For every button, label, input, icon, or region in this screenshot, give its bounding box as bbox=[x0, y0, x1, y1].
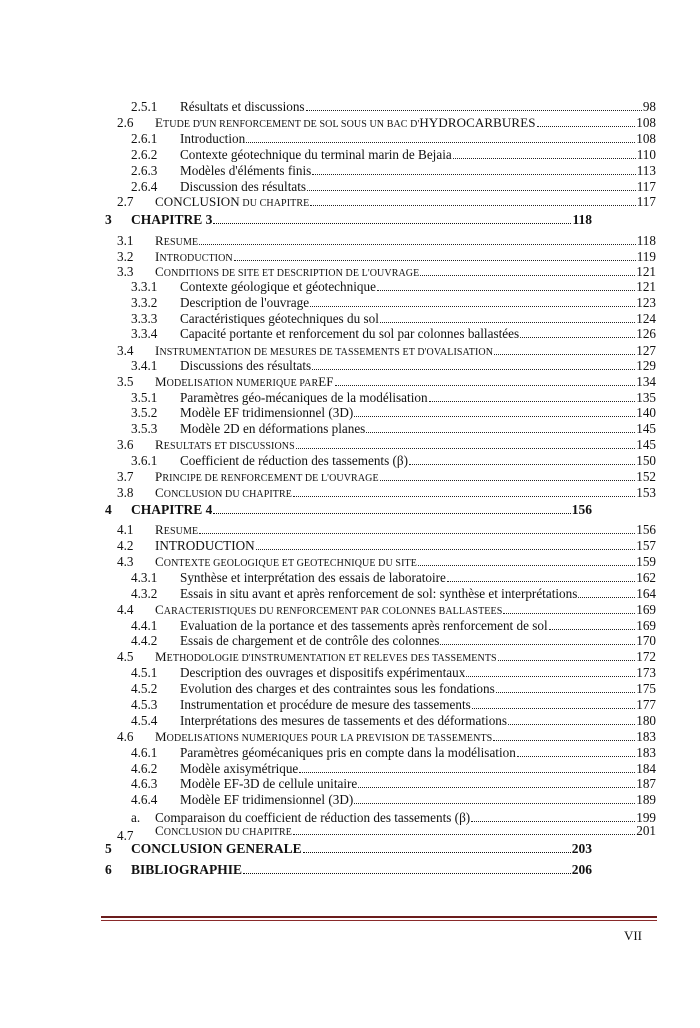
toc-entry[interactable] bbox=[131, 212, 592, 227]
toc-entry[interactable] bbox=[180, 681, 656, 696]
toc-entry-number: 3.3.4 bbox=[131, 326, 158, 341]
toc-entry-title: Modèle axisymétrique bbox=[180, 761, 299, 776]
toc-leader-dots bbox=[466, 676, 635, 677]
toc-entry-title: CONTEXTE GEOLOGIQUE ET GEOTECHNIQUE DU SITE bbox=[155, 554, 417, 569]
toc-leader-dots bbox=[493, 740, 635, 741]
toc-leader-dots bbox=[520, 337, 635, 338]
toc-entry-page: 187 bbox=[636, 776, 656, 791]
toc-leader-dots bbox=[243, 873, 571, 874]
toc-entry-title: ETUDE D'UN RENFORCEMENT DE SOL SOUS UN BAC D'HYDROCARBURES bbox=[155, 115, 536, 130]
toc-entry-page: 175 bbox=[636, 681, 656, 696]
toc-leader-dots bbox=[440, 644, 635, 645]
toc-entry-number: 3.6 bbox=[117, 437, 134, 452]
toc-entry-title: Coefficient de réduction des tassements (β) bbox=[180, 453, 409, 468]
toc-entry-number: 2.6 bbox=[117, 115, 134, 130]
toc-entry-page: 98 bbox=[642, 99, 656, 114]
toc-entry-page: 156 bbox=[571, 502, 592, 517]
toc-entry-title: Comparaison du coefficient de réduction des tassements (β) bbox=[155, 810, 471, 825]
toc-entry[interactable] bbox=[180, 131, 656, 146]
toc-entry-number: 3.8 bbox=[117, 485, 134, 500]
toc-entry-number: 3.4 bbox=[117, 343, 134, 358]
toc-entry[interactable] bbox=[180, 358, 656, 373]
footer-rule bbox=[101, 916, 657, 918]
toc-entry-number: 3.5.3 bbox=[131, 421, 158, 436]
toc-leader-dots bbox=[494, 354, 635, 355]
toc-entry[interactable] bbox=[180, 570, 656, 585]
toc-entry[interactable] bbox=[155, 249, 656, 264]
toc-leader-dots bbox=[537, 126, 636, 127]
toc-entry-page: 189 bbox=[636, 792, 656, 807]
toc-leader-dots bbox=[256, 549, 636, 550]
toc-entry-number: a. bbox=[131, 810, 141, 825]
toc-entry[interactable] bbox=[180, 761, 656, 776]
toc-entry-page: 145 bbox=[636, 437, 656, 452]
toc-leader-dots bbox=[312, 369, 635, 370]
toc-leader-dots bbox=[307, 190, 636, 191]
toc-leader-dots bbox=[293, 496, 635, 497]
toc-entry-title: Discussion des résultats bbox=[180, 179, 307, 194]
toc-entry-page: 169 bbox=[636, 602, 656, 617]
toc-entry[interactable] bbox=[131, 502, 592, 517]
toc-leader-dots bbox=[503, 613, 635, 614]
toc-entry-title: Introduction bbox=[180, 131, 246, 146]
toc-entry-number: 2.5.1 bbox=[131, 99, 158, 114]
toc-leader-dots bbox=[293, 834, 635, 835]
toc-entry-number: 4.6.2 bbox=[131, 761, 158, 776]
toc-entry-number: 4.6.4 bbox=[131, 792, 158, 807]
toc-entry[interactable] bbox=[155, 343, 656, 358]
toc-entry-page: 170 bbox=[636, 633, 656, 648]
toc-entry-title: Paramètres géomécaniques pris en compte dans la modélisation bbox=[180, 745, 516, 760]
toc-entry[interactable] bbox=[155, 194, 656, 209]
toc-leader-dots bbox=[199, 244, 636, 245]
toc-entry-number: 4.5.4 bbox=[131, 713, 158, 728]
toc-entry-title: CHAPITRE 4 bbox=[131, 502, 213, 517]
toc-entry[interactable] bbox=[180, 745, 656, 760]
toc-entry-page: 119 bbox=[636, 249, 656, 264]
toc-entry-title: Caractéristiques géotechniques du sol bbox=[180, 311, 379, 326]
toc-leader-dots bbox=[312, 174, 635, 175]
toc-entry-title: RESUME bbox=[155, 233, 199, 248]
toc-leader-dots bbox=[354, 803, 635, 804]
toc-entry-page: 123 bbox=[636, 295, 656, 310]
toc-entry-page: 203 bbox=[571, 841, 592, 856]
toc-entry-number: 3.6.1 bbox=[131, 453, 158, 468]
toc-entry-title: METHODOLOGIE D'INSTRUMENTATION ET RELEVES DES TASSEMENTS bbox=[155, 649, 497, 664]
toc-entry[interactable] bbox=[180, 405, 656, 420]
toc-entry-title: CONCLUSION GENERALE bbox=[131, 841, 302, 856]
toc-entry-title: CONDITIONS DE SITE ET DESCRIPTION DE L'OUVRAGE bbox=[155, 264, 420, 279]
toc-entry-page: 135 bbox=[636, 390, 656, 405]
toc-entry[interactable] bbox=[155, 729, 656, 744]
toc-leader-dots bbox=[447, 581, 635, 582]
toc-entry-title: CARACTERISTIQUES DU RENFORCEMENT PAR COLONNES BALLASTEES bbox=[155, 602, 503, 617]
toc-entry[interactable] bbox=[131, 841, 592, 856]
toc-entry[interactable] bbox=[155, 823, 656, 838]
toc-leader-dots bbox=[549, 629, 636, 630]
toc-leader-dots bbox=[377, 290, 635, 291]
toc-entry-page: 145 bbox=[636, 421, 656, 436]
toc-entry-title: Modèle EF tridimensionnel (3D) bbox=[180, 792, 354, 807]
toc-entry-page: 157 bbox=[636, 538, 656, 553]
toc-leader-dots bbox=[199, 533, 635, 534]
toc-entry[interactable] bbox=[180, 179, 656, 194]
toc-leader-dots bbox=[246, 142, 635, 143]
toc-leader-dots bbox=[418, 565, 635, 566]
toc-entry-title-suffix: DU CHAPITRE bbox=[239, 198, 310, 209]
toc-entry[interactable] bbox=[155, 437, 656, 452]
toc-entry[interactable] bbox=[155, 469, 656, 484]
toc-entry[interactable] bbox=[155, 602, 656, 617]
toc-entry-title: Modèle EF tridimensionnel (3D) bbox=[180, 405, 354, 420]
toc-entry-title: Essais in situ avant et après renforcement de sol: synthèse et interprétations bbox=[180, 586, 578, 601]
toc-entry[interactable] bbox=[155, 538, 656, 553]
toc-entry-page: 121 bbox=[636, 264, 656, 279]
toc-entry-page: 118 bbox=[636, 233, 656, 248]
toc-leader-dots bbox=[517, 756, 635, 757]
toc-entry-page: 172 bbox=[636, 649, 656, 664]
toc-entry[interactable] bbox=[180, 633, 656, 648]
toc-entry[interactable] bbox=[180, 99, 656, 114]
toc-entry-title-suffix: EF bbox=[318, 374, 334, 389]
toc-entry-number: 4.6 bbox=[117, 729, 134, 744]
toc-entry-page: 118 bbox=[572, 212, 592, 227]
toc-entry-title: CONCLUSION DU CHAPITRE bbox=[155, 823, 292, 838]
toc-entry-title: Contexte géologique et géotechnique bbox=[180, 279, 376, 294]
toc-entry[interactable] bbox=[155, 522, 656, 537]
toc-entry-title: Modèle 2D en déformations planes bbox=[180, 421, 366, 436]
toc-leader-dots bbox=[299, 772, 635, 773]
toc-entry-number: 4.7 bbox=[117, 828, 134, 843]
toc-entry-title: MODELISATION NUMERIQUE PAREF bbox=[155, 374, 334, 389]
toc-entry[interactable] bbox=[180, 586, 656, 601]
toc-entry-page: 117 bbox=[636, 194, 656, 209]
toc-leader-dots bbox=[358, 787, 635, 788]
toc-entry-page: 113 bbox=[636, 163, 656, 178]
toc-entry-number: 2.6.3 bbox=[131, 163, 158, 178]
toc-entry-number: 4.5.2 bbox=[131, 681, 158, 696]
toc-entry-number: 3.3.2 bbox=[131, 295, 158, 310]
toc-entry-number: 5 bbox=[105, 841, 112, 856]
toc-leader-dots bbox=[508, 724, 635, 725]
toc-entry-number: 4.3 bbox=[117, 554, 134, 569]
toc-entry-number: 4.3.2 bbox=[131, 586, 158, 601]
toc-entry-title: CONCLUSION DU CHAPITRE bbox=[155, 194, 310, 209]
toc-entry[interactable] bbox=[131, 862, 592, 877]
toc-entry-page: 159 bbox=[636, 554, 656, 569]
toc-leader-dots bbox=[380, 480, 636, 481]
toc-entry-page: 183 bbox=[636, 729, 656, 744]
toc-entry-number: 4.4 bbox=[117, 602, 134, 617]
toc-entry-page: 156 bbox=[636, 522, 656, 537]
toc-entry-page: 184 bbox=[636, 761, 656, 776]
toc-entry-number: 2.6.1 bbox=[131, 131, 158, 146]
toc-entry-page: 206 bbox=[571, 862, 592, 877]
toc-entry[interactable] bbox=[180, 453, 656, 468]
toc-entry-page: 150 bbox=[636, 453, 656, 468]
toc-leader-dots bbox=[471, 821, 635, 822]
toc-entry-number: 4.4.1 bbox=[131, 618, 158, 633]
toc-entry[interactable] bbox=[155, 485, 656, 500]
toc-leader-dots bbox=[429, 401, 636, 402]
toc-entry-page: 180 bbox=[636, 713, 656, 728]
toc-entry-page: 153 bbox=[636, 485, 656, 500]
toc-entry-title: Evaluation de la portance et des tassements après renforcement de sol bbox=[180, 618, 548, 633]
toc-entry-page: 177 bbox=[636, 697, 656, 712]
toc-leader-dots bbox=[306, 110, 642, 111]
toc-entry-number: 2.6.4 bbox=[131, 179, 158, 194]
toc-entry[interactable] bbox=[155, 649, 656, 664]
toc-leader-dots bbox=[310, 205, 635, 206]
toc-leader-dots bbox=[303, 852, 571, 853]
toc-entry-number: 3 bbox=[105, 212, 112, 227]
toc-entry-number: 2.6.2 bbox=[131, 147, 158, 162]
toc-leader-dots bbox=[310, 306, 635, 307]
toc-entry-page: 183 bbox=[636, 745, 656, 760]
toc-entry-page: 126 bbox=[636, 326, 656, 341]
toc-entry[interactable] bbox=[180, 326, 656, 341]
toc-entry-title: Instrumentation et procédure de mesure des tassements bbox=[180, 697, 471, 712]
toc-entry-page: 173 bbox=[636, 665, 656, 680]
toc-entry-number: 3.2 bbox=[117, 249, 134, 264]
toc-entry-page: 134 bbox=[636, 374, 656, 389]
toc-leader-dots bbox=[472, 708, 635, 709]
page-number: VII bbox=[623, 928, 642, 943]
toc-entry-number: 3.5.2 bbox=[131, 405, 158, 420]
toc-entry-title: Contexte géotechnique du terminal marin de Bejaia bbox=[180, 147, 452, 162]
toc-entry[interactable] bbox=[180, 311, 656, 326]
toc-entry-title: CHAPITRE 3 bbox=[131, 212, 213, 227]
toc-entry[interactable] bbox=[180, 279, 656, 294]
toc-leader-dots bbox=[296, 448, 635, 449]
toc-entry-number: 4.1 bbox=[117, 522, 134, 537]
toc-leader-dots bbox=[213, 513, 570, 514]
toc-entry-title: BIBLIOGRAPHIE bbox=[131, 862, 243, 877]
toc-entry-number: 3.5.1 bbox=[131, 390, 158, 405]
toc-entry-title: INTRODUCTION bbox=[155, 249, 233, 264]
toc-leader-dots bbox=[380, 322, 635, 323]
toc-entry-title: Discussions des résultats bbox=[180, 358, 312, 373]
toc-entry[interactable] bbox=[180, 295, 656, 310]
toc-entry-number: 3.7 bbox=[117, 469, 134, 484]
toc-entry-page: 108 bbox=[636, 131, 656, 146]
toc-entry-page: 169 bbox=[636, 618, 656, 633]
toc-entry[interactable] bbox=[180, 147, 656, 162]
toc-entry-title: Synthèse et interprétation des essais de laboratoire bbox=[180, 570, 446, 585]
toc-entry-number: 4 bbox=[105, 502, 112, 517]
toc-leader-dots bbox=[335, 385, 636, 386]
toc-entry-number: 4.5.1 bbox=[131, 665, 158, 680]
toc-entry[interactable] bbox=[155, 233, 656, 248]
toc-entry-number: 4.3.1 bbox=[131, 570, 158, 585]
toc-entry-page: 121 bbox=[636, 279, 656, 294]
toc-entry-title-suffix: HYDROCARBURES bbox=[419, 115, 536, 130]
toc-leader-dots bbox=[213, 223, 571, 224]
toc-entry-page: 110 bbox=[636, 147, 656, 162]
toc-entry-title: CONCLUSION DU CHAPITRE bbox=[155, 485, 292, 500]
toc-entry-title: Capacité portante et renforcement du sol par colonnes ballastées bbox=[180, 326, 520, 341]
toc-entry-page: 140 bbox=[636, 405, 656, 420]
toc-entry-page: 117 bbox=[636, 179, 656, 194]
toc-entry[interactable] bbox=[180, 792, 656, 807]
toc-entry-page: 152 bbox=[636, 469, 656, 484]
toc-entry-page: 164 bbox=[636, 586, 656, 601]
toc-entry-title: Paramètres géo-mécaniques de la modélisation bbox=[180, 390, 428, 405]
footer-rule-thin bbox=[101, 920, 657, 921]
toc-entry-number: 4.6.1 bbox=[131, 745, 158, 760]
toc-entry-number: 4.2 bbox=[117, 538, 134, 553]
toc-entry[interactable] bbox=[180, 390, 656, 405]
toc-entry-page: 124 bbox=[636, 311, 656, 326]
toc-entry-page: 201 bbox=[636, 823, 656, 838]
toc-entry-title: Evolution des charges et des contraintes sous les fondations bbox=[180, 681, 495, 696]
toc-entry[interactable] bbox=[180, 421, 656, 436]
toc-entry-number: 2.7 bbox=[117, 194, 134, 209]
toc-entry[interactable] bbox=[180, 776, 656, 791]
toc-leader-dots bbox=[409, 464, 635, 465]
toc-entry-page: 199 bbox=[636, 810, 656, 825]
toc-leader-dots bbox=[354, 416, 635, 417]
toc-entry-title: Description des ouvrages et dispositifs expérimentaux bbox=[180, 665, 466, 680]
toc-leader-dots bbox=[453, 158, 636, 159]
toc-entry-title: RESUME bbox=[155, 522, 199, 537]
toc-entry[interactable] bbox=[155, 554, 656, 569]
toc-entry-page: 129 bbox=[636, 358, 656, 373]
toc-entry[interactable] bbox=[180, 618, 656, 633]
toc-entry-page: 162 bbox=[636, 570, 656, 585]
toc-leader-dots bbox=[496, 692, 635, 693]
toc-entry-page: 127 bbox=[636, 343, 656, 358]
toc-entry-number: 4.5 bbox=[117, 649, 134, 664]
toc-entry-number: 3.1 bbox=[117, 233, 134, 248]
toc-entry-title: INTRODUCTION bbox=[155, 538, 255, 553]
toc-entry[interactable] bbox=[180, 163, 656, 178]
toc-leader-dots bbox=[366, 432, 635, 433]
toc-leader-dots bbox=[234, 260, 636, 261]
toc-entry[interactable] bbox=[180, 665, 656, 680]
toc-entry-number: 3.5 bbox=[117, 374, 134, 389]
toc-entry[interactable] bbox=[180, 713, 656, 728]
toc-entry[interactable] bbox=[155, 264, 656, 279]
toc-entry-number: 3.3.1 bbox=[131, 279, 158, 294]
toc-entry-number: 6 bbox=[105, 862, 112, 877]
toc-entry[interactable] bbox=[180, 697, 656, 712]
toc-entry-page: 108 bbox=[636, 115, 656, 130]
toc-entry-title: Essais de chargement et de contrôle des colonnes bbox=[180, 633, 440, 648]
toc-entry-number: 3.3 bbox=[117, 264, 134, 279]
toc-entry-number: 4.5.3 bbox=[131, 697, 158, 712]
toc-entry-title: Description de l'ouvrage bbox=[180, 295, 310, 310]
toc-leader-dots bbox=[578, 597, 635, 598]
toc-entry-title: Modèle EF-3D de cellule unitaire bbox=[180, 776, 358, 791]
toc-entry-number: 4.6.3 bbox=[131, 776, 158, 791]
toc-entry-title: INSTRUMENTATION DE MESURES DE TASSEMENTS ET D'OVALISATION bbox=[155, 343, 494, 358]
toc-entry-number: 4.4.2 bbox=[131, 633, 158, 648]
toc-entry-title: RESULTATS ET DISCUSSIONS bbox=[155, 437, 295, 452]
toc-entry[interactable] bbox=[155, 115, 656, 130]
toc-entry-number: 3.3.3 bbox=[131, 311, 158, 326]
toc-entry-title: Résultats et discussions bbox=[180, 99, 305, 114]
toc-entry-number: 3.4.1 bbox=[131, 358, 158, 373]
toc-entry-title: Interprétations des mesures de tassements et des déformations bbox=[180, 713, 508, 728]
toc-entry-title: PRINCIPE DE RENFORCEMENT DE L'OUVRAGE bbox=[155, 469, 379, 484]
toc-entry[interactable] bbox=[155, 374, 656, 389]
toc-leader-dots bbox=[420, 275, 635, 276]
toc-entry-title: Modèles d'éléments finis bbox=[180, 163, 312, 178]
toc-entry-title: MODELISATIONS NUMERIQUES POUR LA PREVISION DE TASSEMENTS bbox=[155, 729, 493, 744]
toc-leader-dots bbox=[498, 660, 636, 661]
